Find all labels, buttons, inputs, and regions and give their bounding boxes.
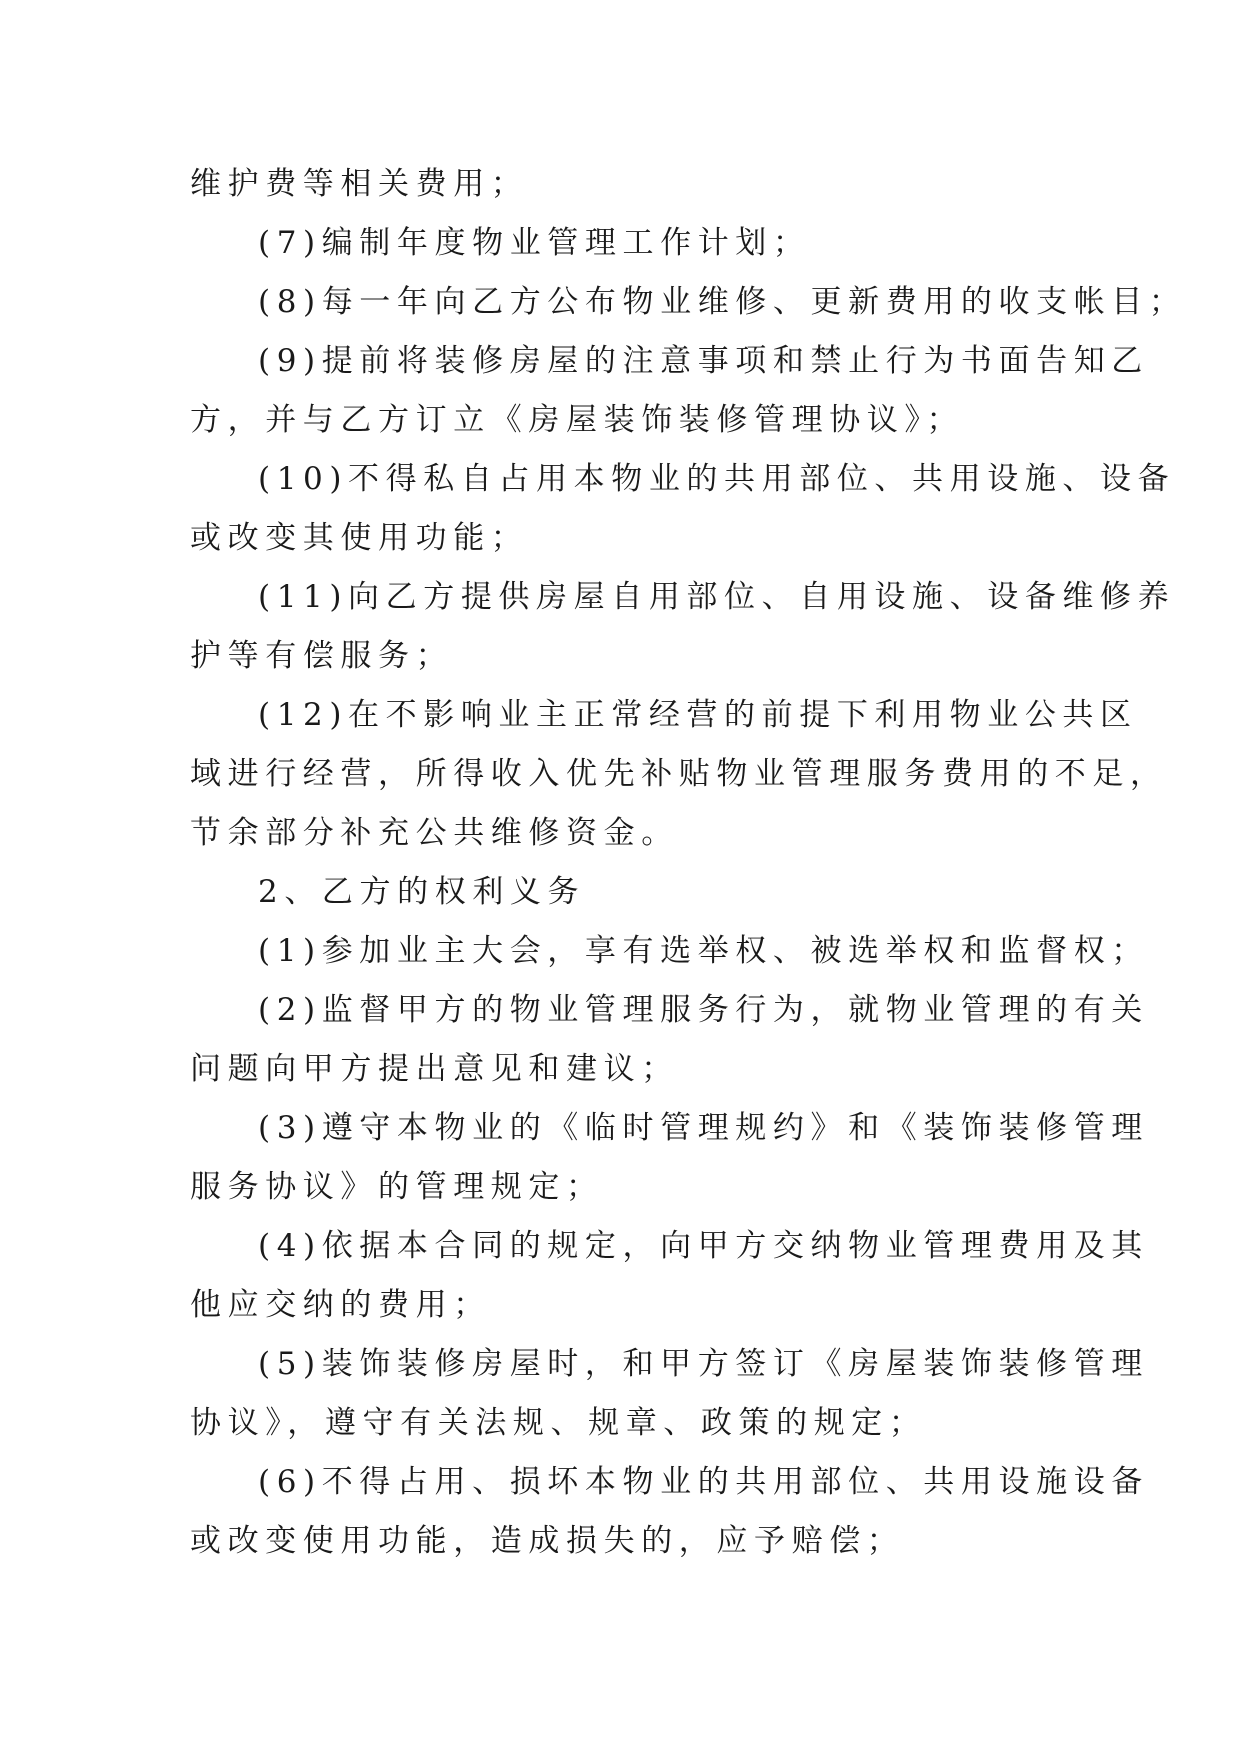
text-line: (11)向乙方提供房屋自用部位、自用设施、设备维修养 <box>258 579 1176 615</box>
text-line: (3)遵守本物业的《临时管理规约》和《装饰装修管理 <box>258 1110 1149 1146</box>
text-line: 节余部分补充公共维修资金。 <box>190 815 679 851</box>
text-line: (9)提前将装修房屋的注意事项和禁止行为书面告知乙 <box>258 343 1149 379</box>
text-line: (4)依据本合同的规定，向甲方交纳物业管理费用及其 <box>258 1228 1149 1264</box>
text-line: 协议》，遵守有关法规、规章、政策的规定； <box>190 1405 927 1441</box>
text-line: 问题向甲方提出意见和建议； <box>190 1051 679 1087</box>
text-line: (10)不得私自占用本物业的共用部位、共用设施、设备 <box>258 461 1176 497</box>
text-line: 方，并与乙方订立《房屋装饰装修管理协议》； <box>190 402 965 438</box>
text-line: 他应交纳的费用； <box>190 1287 491 1323</box>
text-line: (6)不得占用、损坏本物业的共用部位、共用设施设备 <box>258 1464 1149 1500</box>
text-line: 维护费等相关费用； <box>190 166 529 202</box>
text-line: 或改变其使用功能； <box>190 520 529 556</box>
text-line: 或改变使用功能，造成损失的，应予赔偿； <box>190 1523 905 1559</box>
section-heading: 2、乙方的权利义务 <box>258 874 586 910</box>
text-line: 域进行经营，所得收入优先补贴物业管理服务费用的不足， <box>190 756 1168 792</box>
text-line: (2)监督甲方的物业管理服务行为，就物业管理的有关 <box>258 992 1149 1028</box>
text-line: 护等有偿服务； <box>190 638 454 674</box>
text-line: (8)每一年向乙方公布物业维修、更新费用的收支帐目； <box>258 284 1187 320</box>
text-line: (12)在不影响业主正常经营的前提下利用物业公共区 <box>258 697 1138 733</box>
text-line: 服务协议》的管理规定； <box>190 1169 604 1205</box>
text-line: (1)参加业主大会，享有选举权、被选举权和监督权； <box>258 933 1149 969</box>
text-line: (7)编制年度物业管理工作计划； <box>258 225 811 261</box>
text-line: (5)装饰装修房屋时，和甲方签订《房屋装饰装修管理 <box>258 1346 1149 1382</box>
